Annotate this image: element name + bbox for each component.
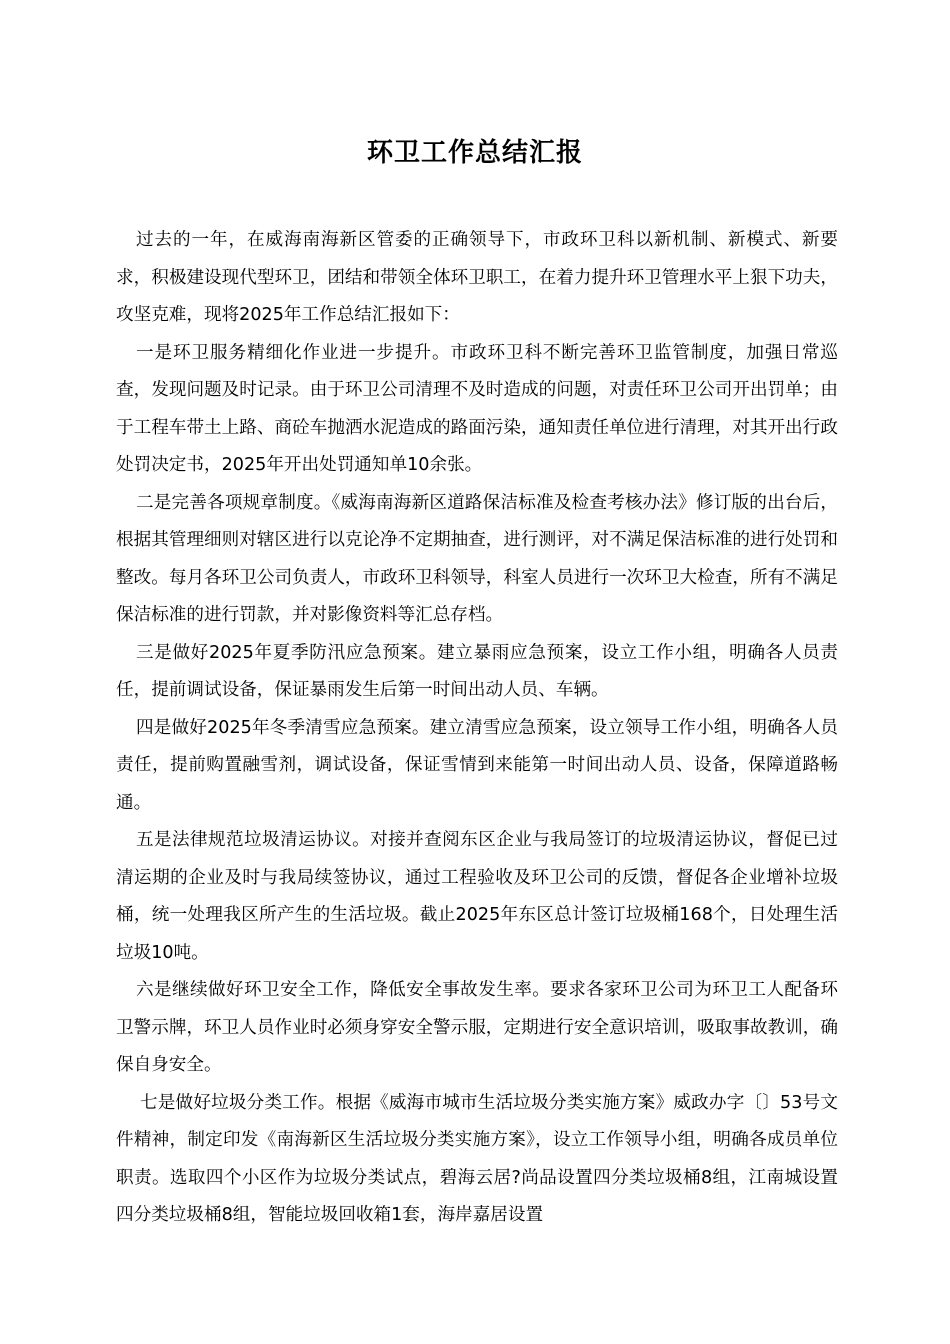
paragraph-6: 六是继续做好环卫安全工作，降低安全事故发生率。要求各家环卫公司为环卫工人配备环卫警示牌，环卫人员作业时必须身穿安全警示服，定期进行安全意识培训，吸取事故教训，确保自身安全。: [116, 980, 838, 1075]
paragraph-7: 七是做好垃圾分类工作。根据《威海市城市生活垃圾分类实施方案》威政办字〔〕53号文件精神，制定印发《南海新区生活垃圾分类实施方案》，设立工作领导小组，明确各成员单位职责。选取四个小区作为垃圾分类试点，碧海云居?尚品设置四分类垃圾桶8组，江南城设置四分类垃圾桶8组，智能垃圾回收箱1套，海岸嘉居设置: [116, 1092, 838, 1225]
document-body: [116, 222, 838, 1235]
paragraph-intro: 过去的一年，在威海南海新区管委的正确领导下，市政环卫科以新机制、新模式、新要求，积极建设现代型环卫，团结和带领全体环卫职工，在着力提升环卫管理水平上狠下功夫，攻坚克难，现将2025年工作总结汇报如下：: [116, 230, 838, 325]
paragraph-5: 五是法律规范垃圾清运协议。对接并查阅东区企业与我局签订的垃圾清运协议，督促已过清运期的企业及时与我局续签协议，通过工程验收及环卫公司的反馈，督促各企业增补垃圾桶，统一处理我区所产生的生活垃圾。截止2025年东区总计签订垃圾桶168个，日处理生活垃圾10吨。: [116, 830, 838, 963]
paragraph-3: 三是做好2025年夏季防汛应急预案。建立暴雨应急预案，设立工作小组，明确各人员责任，提前调试设备，保证暴雨发生后第一时间出动人员、车辆。: [116, 642, 838, 700]
paragraph-2: 二是完善各项规章制度。《威海南海新区道路保洁标准及检查考核办法》修订版的出台后，根据其管理细则对辖区进行以克论净不定期抽查，进行测评，对不满足保洁标准的进行处罚和整改。每月各环卫公司负责人，市政环卫科领导，科室人员进行一次环卫大检查，所有不满足保洁标准的进行罚款，并对影像资料等汇总存档。: [116, 492, 838, 625]
paragraph-4: 四是做好2025年冬季清雪应急预案。建立清雪应急预案，设立领导工作小组，明确各人员责任，提前购置融雪剂，调试设备，保证雪情到来能第一时间出动人员、设备，保障道路畅通。: [116, 717, 838, 813]
document-title: 环卫工作总结汇报: [366, 138, 583, 168]
paragraph-1: 一是环卫服务精细化作业进一步提升。市政环卫科不断完善环卫监管制度，加强日常巡查，发现问题及时记录。由于环卫公司清理不及时造成的问题，对责任环卫公司开出罚单；由于工程车带土上路、商砼车抛洒水泥造成的路面污染，通知责任单位进行清理，对其开出行政处罚决定书，2025年开出处罚通知单10余张。: [116, 342, 838, 475]
